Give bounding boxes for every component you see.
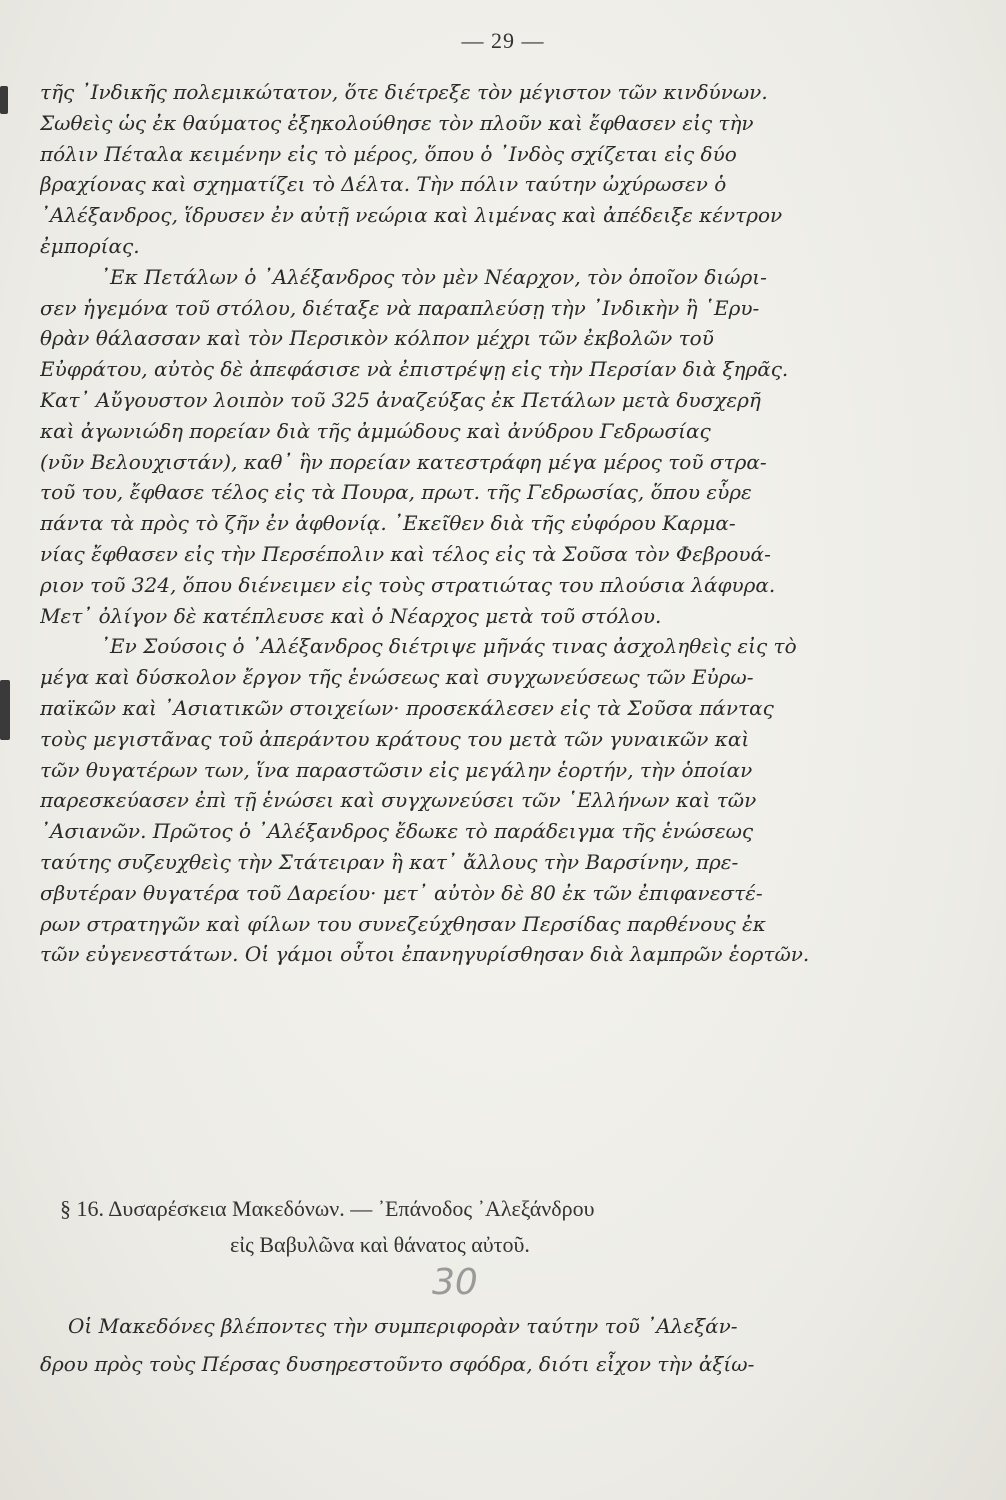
text-line: σεν ἡγεμόνα τοῦ στόλου, διέταξε νὰ παραπλεύσῃ τὴν ᾽Ινδικὴν ἢ ῾Ερυ- bbox=[40, 295, 760, 320]
text-line: Οἱ Μακεδόνες βλέποντες τὴν συμπεριφορὰν ταύτην τοῦ ᾽Αλεξάν- bbox=[68, 1314, 738, 1338]
text-line: (νῦν Βελουχιστάν), καθ᾽ ἣν πορείαν κατεστράφη μέγα μέρος τοῦ στρα- bbox=[40, 449, 767, 474]
text-line: θρὰν θάλασσαν καὶ τὸν Περσικὸν κόλπον μέχρι τῶν ἐκβολῶν τοῦ bbox=[40, 326, 714, 351]
binding-mark bbox=[0, 86, 8, 114]
text-line: παϊκῶν καὶ ᾽Ασιατικῶν στοιχείων· προσεκάλεσεν εἰς τὰ Σοῦσα πάντας bbox=[40, 696, 774, 720]
text-line: ᾽Εν Σούσοις ὁ ᾽Αλέξανδρος διέτριψε μῆνάς τινας ἀσχοληθεὶς εἰς τὸ bbox=[100, 634, 797, 659]
text-line: βραχίονας καὶ σχηματίζει τὸ Δέλτα. Τὴν πόλιν ταύτην ὠχύρωσεν ὁ bbox=[40, 172, 727, 197]
text-line: ᾽Αλέξανδρος, ἵδρυσεν ἐν αὐτῇ νεώρια καὶ λιμένας καὶ ἀπέδειξε κέντρον bbox=[40, 203, 783, 228]
text-line: σβυτέραν θυγατέρα τοῦ Δαρείου· μετ᾽ αὐτὸν δὲ 80 ἐκ τῶν ἐπιφανεστέ- bbox=[40, 880, 763, 905]
text-line: Εὐφράτου, αὐτὸς δὲ ἀπεφάσισε νὰ ἐπιστρέψῃ εἰς τὴν Περσίαν διὰ ξηρᾶς. bbox=[40, 357, 789, 382]
text-line: παρεσκεύασεν ἐπὶ τῇ ἑνώσει καὶ συγχωνεύσει τῶν ῾Ελλήνων καὶ τῶν bbox=[40, 788, 757, 813]
text-line: Κατ᾽ Αὔγουστον λοιπὸν τοῦ 325 ἀναζεύξας ἐκ Πετάλων μετὰ δυσχερῆ bbox=[40, 388, 761, 412]
text-line: ταύτης συζευχθεὶς τὴν Στάτειραν ἢ κατ᾽ ἄλλους τὴν Βαρσίνην, πρε- bbox=[40, 850, 739, 874]
text-line: καὶ ἀγωνιώδη πορείαν διὰ τῆς ἀμμώδους καὶ ἀνύδρου Γεδρωσίας bbox=[40, 418, 711, 443]
pencil-annotation: 30 bbox=[432, 1262, 478, 1303]
text-line: τῶν εὐγενεστάτων. Οἱ γάμοι οὗτοι ἐπανηγυρίσθησαν διὰ λαμπρῶν ἑορτῶν. bbox=[40, 942, 810, 967]
text-line: Σωθεὶς ὡς ἐκ θαύματος ἐξηκολούθησε τὸν πλοῦν καὶ ἔφθασεν εἰς τὴν bbox=[40, 110, 754, 135]
text-line: ᾽Ασιανῶν. Πρῶτος ὁ ᾽Αλέξανδρος ἔδωκε τὸ παράδειγμα τῆς ἑνώσεως bbox=[40, 819, 754, 844]
binding-mark bbox=[0, 680, 10, 740]
text-line: πόλιν Πέταλα κειμένην εἰς τὸ μέρος, ὅπου ὁ ᾽Ινδὸς σχίζεται εἰς δύο bbox=[40, 141, 737, 166]
text-line: ᾽Εκ Πετάλων ὁ ᾽Αλέξανδρος τὸν μὲν Νέαρχον, τὸν ὁποῖον διώρι- bbox=[100, 264, 767, 289]
text-line: ρων στρατηγῶν καὶ φίλων του συνεζεύχθησαν Περσίδας παρθένους ἐκ bbox=[40, 911, 766, 936]
text-line: τοὺς μεγιστᾶνας τοῦ ἀπεράντου κράτους του μετὰ τῶν γυναικῶν καὶ bbox=[40, 726, 750, 751]
text-line: Μετ᾽ ὀλίγον δὲ κατέπλευσε καὶ ὁ Νέαρχος μετὰ τοῦ στόλου. bbox=[40, 603, 662, 628]
text-line: νίας ἔφθασεν εἰς τὴν Περσέπολιν καὶ τέλος εἰς τὰ Σοῦσα τὸν Φεβρουά- bbox=[40, 542, 771, 566]
text-line: πάντα τὰ πρὸς τὸ ζῆν ἐν ἀφθονίᾳ. ᾽Εκεῖθεν διὰ τῆς εὐφόρου Καρμα- bbox=[40, 511, 736, 536]
text-line: μέγα καὶ δύσκολον ἔργον τῆς ἑνώσεως καὶ συγχωνεύσεως τῶν Εὐρω- bbox=[40, 665, 754, 690]
section-heading-line2: εἰς Βαβυλῶνα καὶ θάνατος αὐτοῦ. bbox=[230, 1232, 530, 1257]
text-line: ριον τοῦ 324, ὅπου διένειμεν εἰς τοὺς στρατιώτας του πλούσια λάφυρα. bbox=[40, 572, 776, 597]
text-line: ἐμπορίας. bbox=[40, 234, 140, 258]
text-line: τῆς ᾽Ινδικῆς πολεμικώτατον, ὅτε διέτρεξε τὸν μέγιστον τῶν κινδύνων. bbox=[40, 80, 768, 104]
text-line: τοῦ του, ἔφθασε τέλος εἰς τὰ Πουρα, πρωτ. τῆς Γεδρωσίας, ὅπου εὗρε bbox=[40, 480, 752, 505]
page-number: — 29 — bbox=[461, 28, 545, 53]
section-heading: § 16. Δυσαρέσκεια Μακεδόνων. — ᾽Επάνοδος ᾽Αλεξάνδρου bbox=[60, 1196, 595, 1221]
text-line: τῶν θυγατέρων των, ἵνα παραστῶσιν εἰς μεγάλην ἑορτήν, τὴν ὁποίαν bbox=[40, 757, 753, 782]
text-line: δρου πρὸς τοὺς Πέρσας δυσηρεστοῦντο σφόδρα, διότι εἶχον τὴν ἀξίω- bbox=[40, 1352, 755, 1376]
